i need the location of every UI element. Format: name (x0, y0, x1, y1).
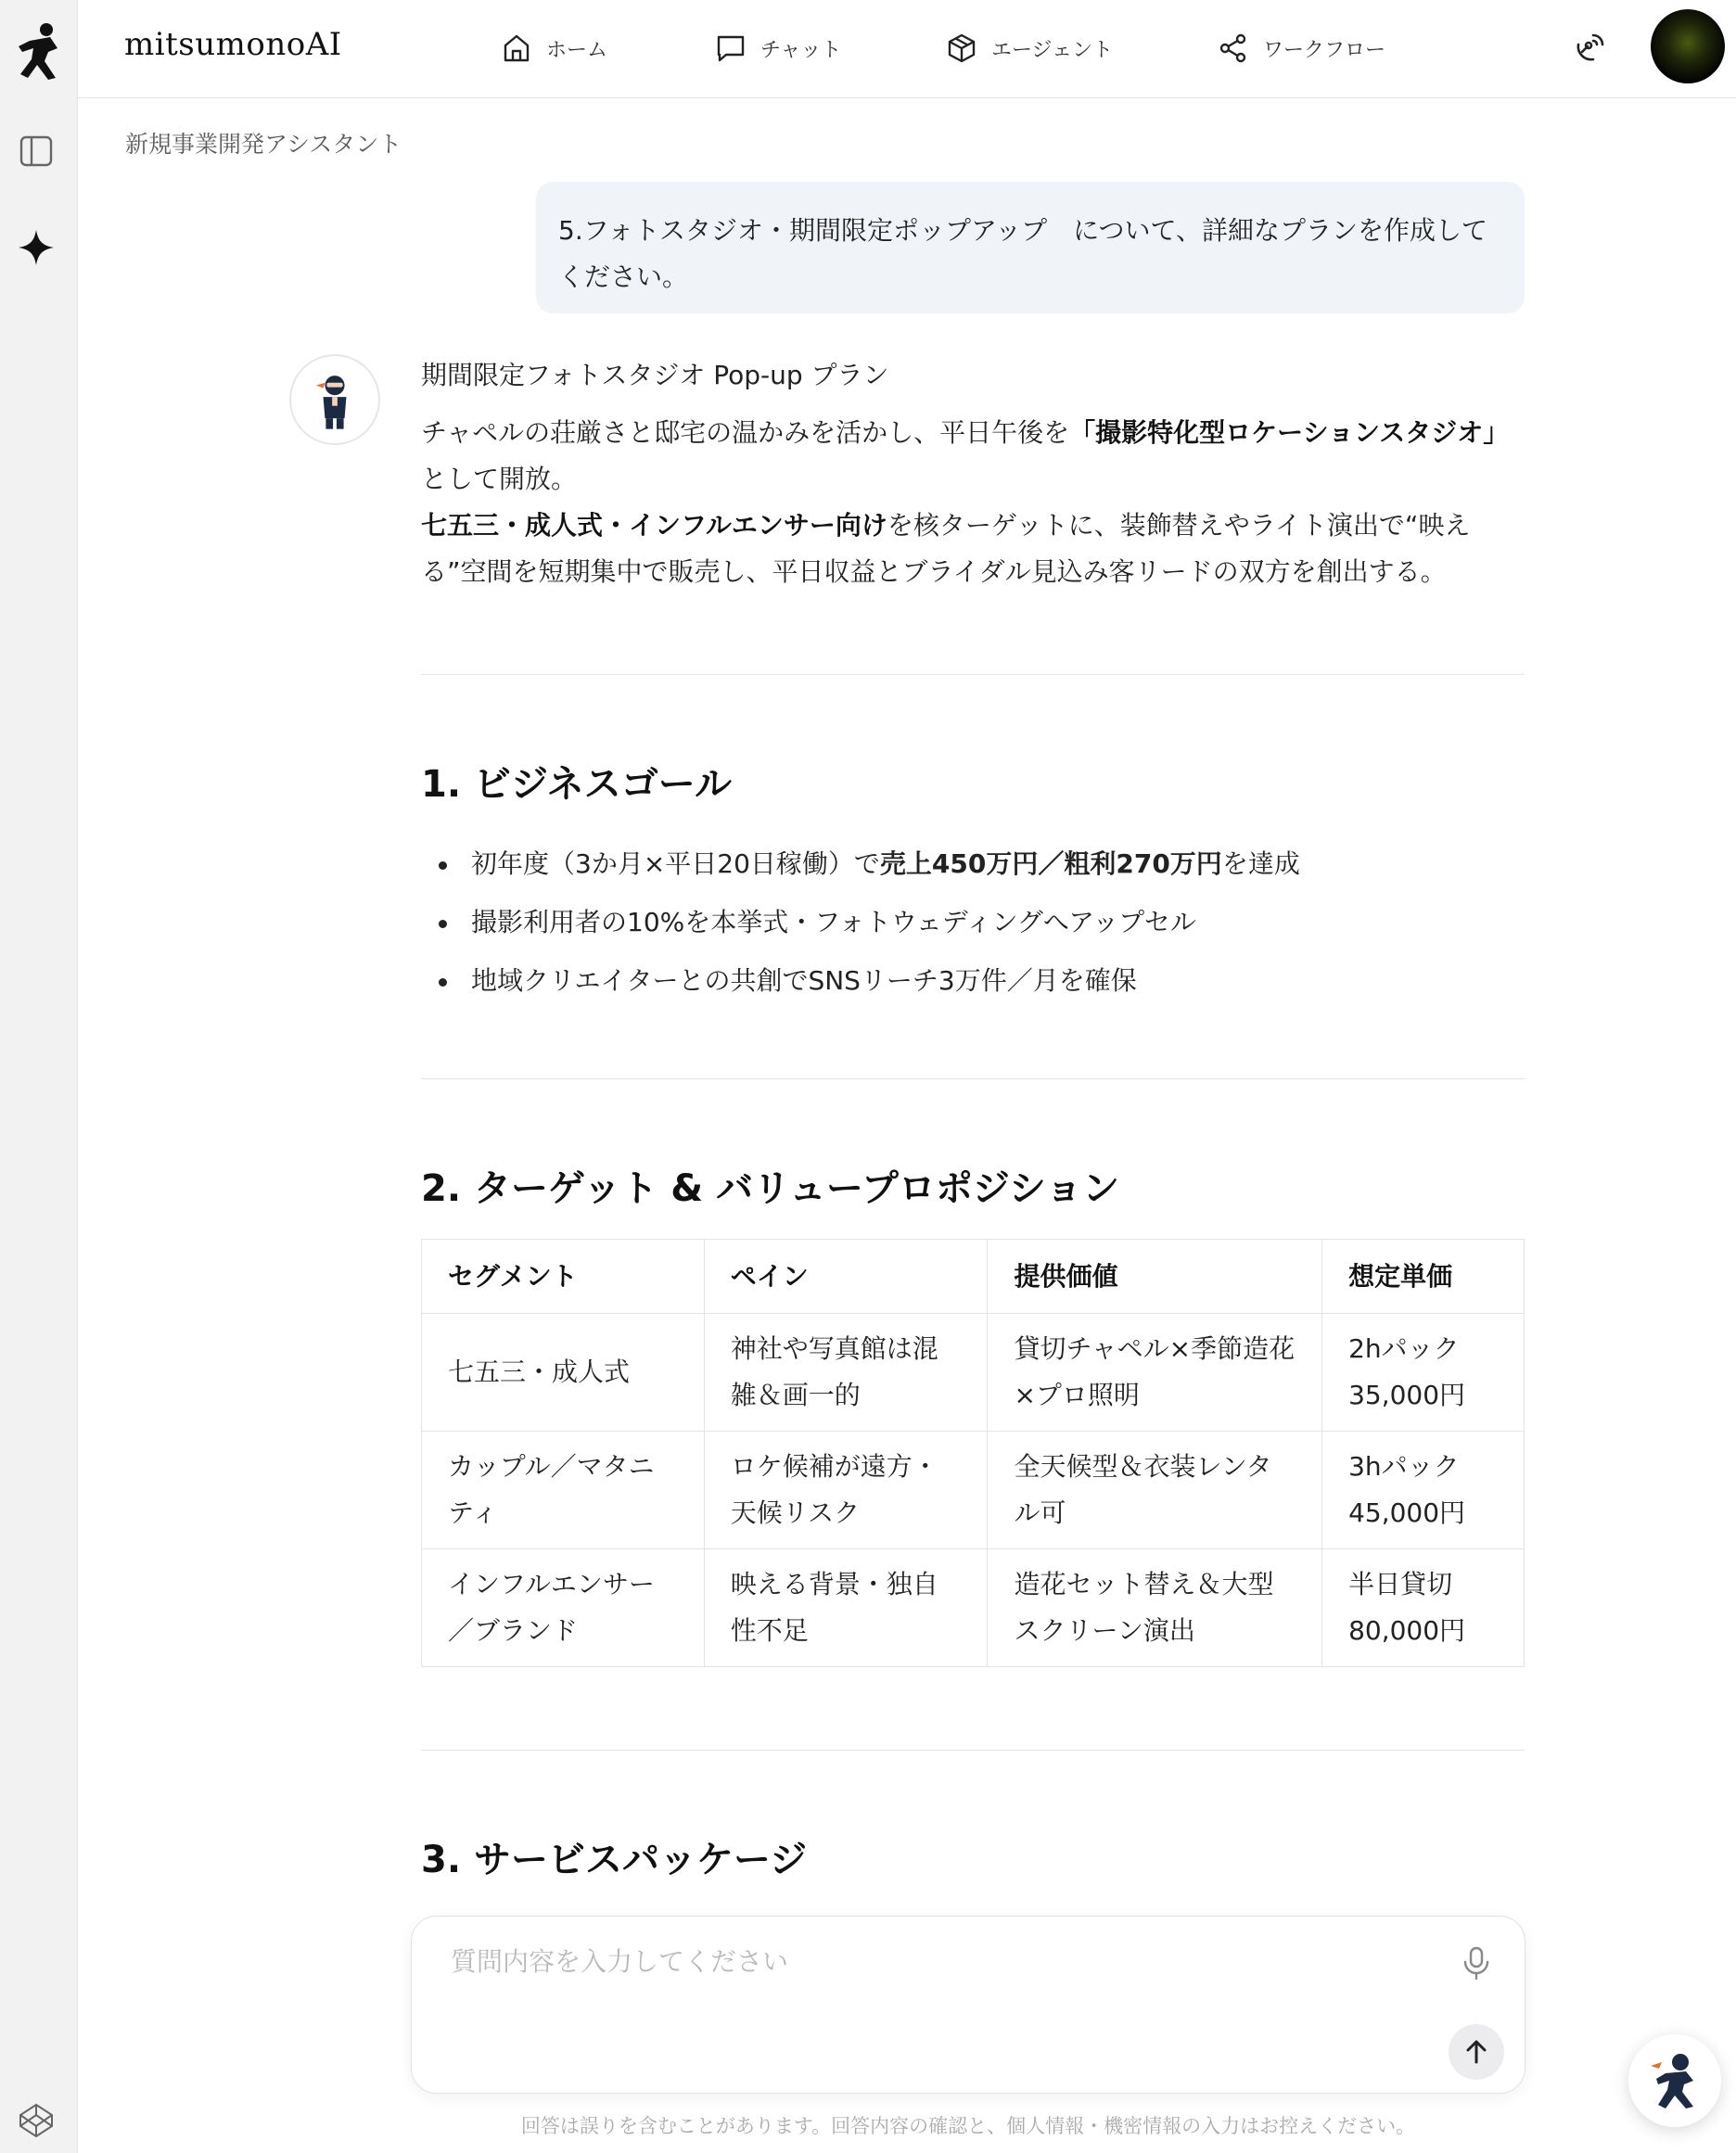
list-item: 撮影利用者の10%を本挙式・フォトウェディングへアップセル (421, 893, 1300, 951)
reply-intro-bold: 七五三・成人式・インフルエンサー向け (421, 510, 887, 541)
table-row (422, 1432, 1525, 1549)
chat-input[interactable] (451, 1946, 1378, 1977)
chat-input-box (411, 1916, 1525, 2094)
table-cell: 半日貸切80,000円 (1322, 1549, 1525, 1667)
table-header-cell: 想定単価 (1322, 1240, 1525, 1314)
ninja-logo-icon[interactable] (11, 20, 67, 85)
table-cell: 神社や写真館は混雑＆画一的 (704, 1314, 988, 1432)
table-cell: 七五三・成人式 (422, 1314, 705, 1432)
nav-agent[interactable] (945, 28, 1113, 69)
home-icon (500, 32, 533, 65)
microphone-icon[interactable] (1456, 1943, 1497, 1983)
top-header (78, 0, 1736, 98)
table-cell: インフルエンサー／ブランド (422, 1549, 705, 1667)
table-cell: 全天候型＆衣装レンタル可 (988, 1432, 1322, 1549)
nav-chat-label: チャット (760, 38, 842, 62)
table-header-cell: セグメント (422, 1240, 705, 1314)
left-rail (0, 0, 78, 2153)
nav-agent-label: エージェント (991, 38, 1114, 62)
table-header-row (422, 1240, 1525, 1314)
section-heading-target: 2. ターゲット & バリュープロポジション (421, 1167, 1120, 1210)
list-item-text: を達成 (1221, 848, 1300, 879)
brand-name[interactable]: mitsumonoAI (124, 26, 342, 63)
user-message-bubble: 5.フォトスタジオ・期間限定ポップアップ について、詳細なプランを作成してください。 (536, 182, 1525, 313)
sparkle-icon[interactable] (17, 228, 56, 267)
section-heading-packages: 3. サービスパッケージ (421, 1839, 808, 1881)
list-item (421, 834, 1300, 893)
table-header-cell: ペイン (704, 1240, 988, 1314)
table-row (422, 1549, 1525, 1667)
divider (421, 1078, 1525, 1079)
breadcrumb: 新規事業開発アシスタント (125, 131, 402, 158)
share-nodes-icon (1217, 32, 1250, 65)
table-cell: 3hパック45,000円 (1322, 1432, 1525, 1549)
table-cell: 造花セット替え＆大型スクリーン演出 (988, 1549, 1322, 1667)
table-cell: ロケ候補が遠方・天候リスク (704, 1432, 988, 1549)
list-item-text: 初年度（3か月×平日20日稼働）で (471, 848, 880, 879)
table-header-cell: 提供価値 (988, 1240, 1322, 1314)
section-heading-goals: 1. ビジネスゴール (421, 763, 732, 806)
divider (421, 1750, 1525, 1751)
cube-outline-icon[interactable] (17, 2101, 56, 2140)
reply-intro-bold: 「撮影特化型ロケーションスタジオ」 (1069, 417, 1510, 448)
assistant-message (421, 352, 1525, 595)
reply-intro-text: を核ターゲットに、装飾替えやライト演出で“映える”空間を短期集中で販売し、平日収益とブライダル見込み客リードの双方を創出する。 (421, 510, 1471, 587)
nav-chat[interactable] (714, 28, 841, 69)
table-cell: 2hパック35,000円 (1322, 1314, 1525, 1432)
nav-workflow[interactable] (1217, 28, 1385, 69)
ninja-assistant-fab-icon[interactable] (1628, 2034, 1721, 2127)
table-cell: 映える背景・独自性不足 (704, 1549, 988, 1667)
goals-list (421, 834, 1300, 1010)
list-item-bold: 売上450万円／粗利270万円 (879, 848, 1222, 879)
divider (421, 674, 1525, 675)
nav-home[interactable] (500, 28, 607, 69)
send-button[interactable] (1449, 2024, 1504, 2080)
reply-intro-text: チャペルの荘厳さと邸宅の温かみを活かし、平日午後を (421, 417, 1070, 448)
reply-intro-paragraph (421, 410, 1525, 595)
reply-title: 期間限定フォトスタジオ Pop-up プラン (421, 360, 889, 390)
disclaimer-text: 回答は誤りを含むことがあります。回答内容の確認と、個人情報・機密情報の入力はお控えください。 (520, 2115, 1416, 2137)
nav-home-label: ホーム (546, 38, 608, 62)
table-cell: 貸切チャペル×季節造花×プロ照明 (988, 1314, 1322, 1432)
target-value-table (421, 1239, 1525, 1667)
nav-workflow-label: ワークフロー (1263, 38, 1386, 62)
table-row (422, 1314, 1525, 1432)
table-cell: カップル／マタニティ (422, 1432, 705, 1549)
sidebar-toggle-icon[interactable] (18, 133, 55, 170)
reply-intro-text: として開放。 (421, 464, 578, 494)
chat-bubble-icon (714, 32, 747, 65)
list-item: 地域クリエイターとの共創でSNSリーチ3万件／月を確保 (421, 951, 1300, 1010)
box-icon (945, 32, 978, 65)
ninja-bot-avatar-icon (289, 354, 380, 445)
arrow-up-icon (1461, 2036, 1492, 2068)
user-avatar[interactable] (1651, 9, 1725, 83)
satellite-icon[interactable] (1569, 28, 1610, 69)
